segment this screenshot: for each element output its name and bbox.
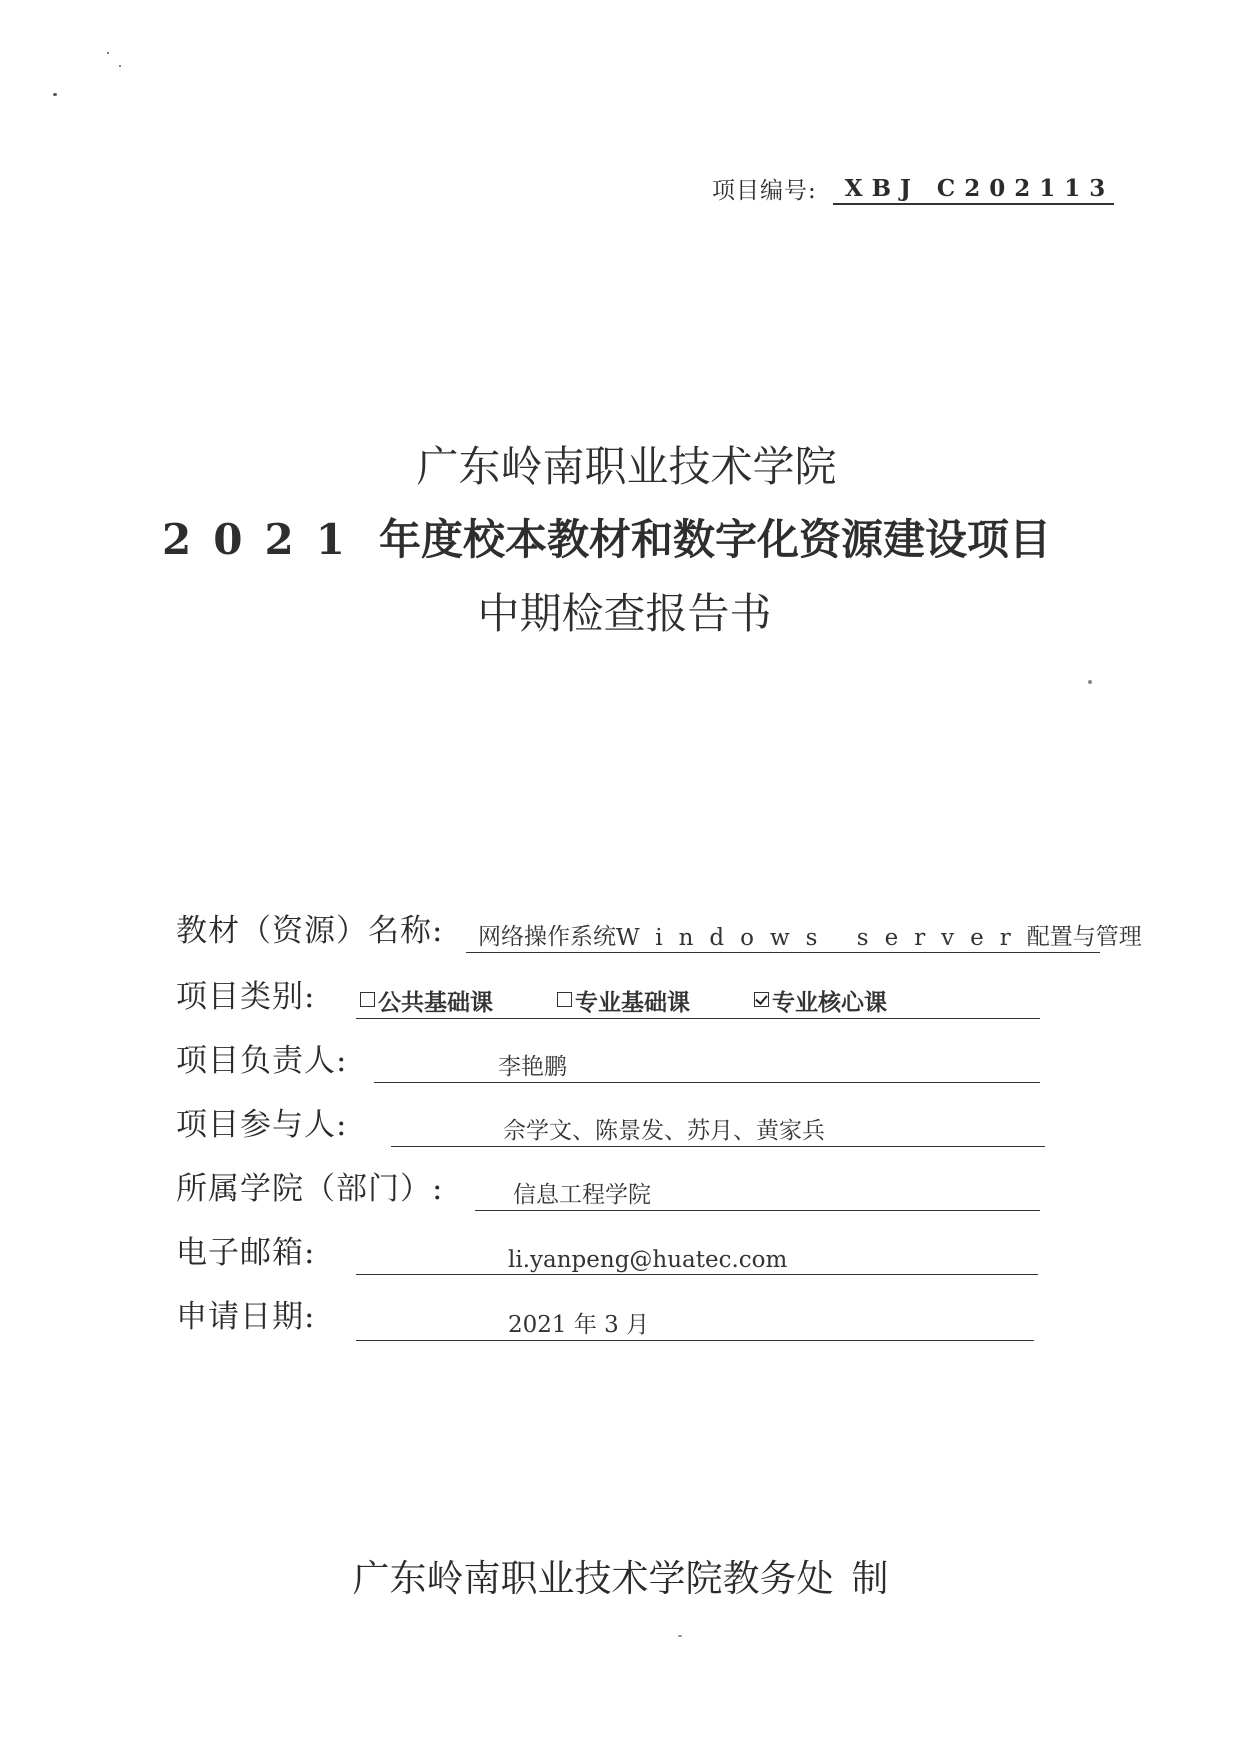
issuer-org: 广东岭南职业技术学院教务处: [352, 1557, 834, 1600]
category-field: [176, 976, 315, 1016]
category-option-label: 专业核心课: [772, 989, 887, 1016]
leader-value: [374, 1047, 1040, 1083]
date-field: [176, 1296, 315, 1336]
department-label: 所属学院（部门）:: [176, 1171, 444, 1207]
scan-speck: [678, 1635, 682, 1637]
scan-speck: [119, 65, 121, 67]
participants-names: 佘学文、陈景发、苏月、黄家兵: [503, 1118, 825, 1144]
project-number-value: XBJ C202113: [833, 175, 1115, 205]
department-value: [475, 1175, 1040, 1211]
category-option-label: 公共基础课: [378, 989, 493, 1016]
project-number-label: 项目编号:: [712, 178, 817, 204]
institution-title: 广东岭南职业技术学院: [416, 442, 837, 491]
category-option-label: 专业基础课: [575, 989, 690, 1016]
category-options: [356, 983, 1040, 1019]
checkbox-icon[interactable]: [360, 992, 375, 1007]
issuer-suffix: 制: [851, 1557, 889, 1600]
material-name-field: [176, 910, 443, 950]
scan-speck: [107, 52, 109, 54]
issuer-footer: [0, 1548, 1241, 1602]
participants-label: 项目参与人:: [176, 1107, 348, 1143]
checked-checkbox-icon[interactable]: [754, 992, 769, 1007]
project-title: [0, 507, 1227, 567]
material-name-label: 教材（资源）名称:: [176, 913, 444, 949]
department-field: [176, 1168, 443, 1208]
category-option-major-core[interactable]: [754, 984, 887, 1017]
category-option-public-basic[interactable]: [360, 984, 493, 1017]
department-name: 信息工程学院: [513, 1182, 651, 1208]
project-title-text: 年度校本教材和数字化资源建设项目: [378, 515, 1051, 564]
category-label: 项目类别:: [176, 979, 316, 1015]
category-option-major-basic[interactable]: [557, 984, 690, 1017]
material-name-prefix: 网络操作系统: [478, 924, 616, 950]
email-address: li.yanpeng@huatec.com: [508, 1247, 788, 1273]
project-number: [712, 172, 1114, 205]
participants-field: [176, 1104, 347, 1144]
material-name-os: Windows server: [616, 925, 1027, 951]
leader-label: 项目负责人:: [176, 1043, 348, 1079]
project-year: 2021: [162, 515, 367, 564]
date-value: [356, 1305, 1034, 1341]
application-date: 2021 年 3 月: [508, 1312, 650, 1338]
report-title: 中期检查报告书: [477, 589, 772, 638]
leader-name: 李艳鹏: [498, 1054, 567, 1080]
material-name-suffix: 配置与管理: [1026, 924, 1142, 950]
participants-value: [391, 1111, 1045, 1147]
leader-field: [176, 1040, 347, 1080]
email-field: [176, 1232, 315, 1272]
date-label: 申请日期:: [176, 1299, 316, 1335]
email-label: 电子邮箱:: [176, 1235, 316, 1271]
material-name-value: [466, 917, 1142, 953]
scan-speck: [53, 93, 57, 96]
checkbox-icon[interactable]: [557, 992, 572, 1007]
scan-speck: [1088, 680, 1092, 684]
email-value: [356, 1239, 1038, 1275]
